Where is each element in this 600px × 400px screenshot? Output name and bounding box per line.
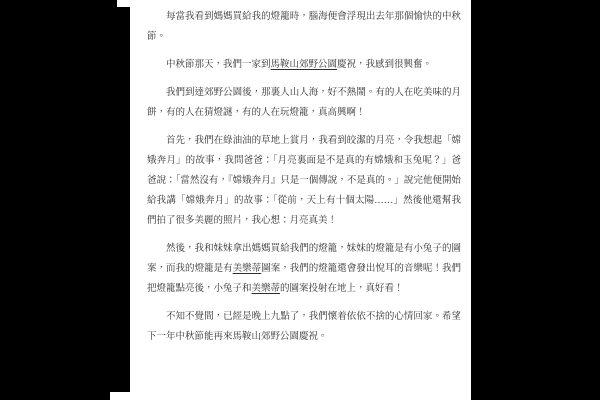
text-segment: 的圖案投射在地上，真好看！ — [280, 284, 404, 294]
text-segment: 中秋節那天，我們一家到 — [166, 60, 271, 70]
text-segment: 圖案，我們的燈籠還會發出悅耳的音樂呢！我們把燈籠點亮後，小兔子和 — [147, 264, 461, 294]
text-segment: 每當我看到媽媽買給我的燈籠時，腦海便會浮現出去年那個愉快的中秋節。 — [147, 12, 461, 42]
document-page — [130, 0, 471, 400]
text-segment: 不知不覺間，已經是晚上九點了，我們懷着依依不捨的心情回家。希望下一年中秋節能再來馬鞍山郊野公園慶祝。 — [147, 312, 461, 342]
text-segment: 我們到達郊野公園後，那裏人山人海，好不熱鬧。有的人在吃美味的月餅，有的人在猜燈謎，有的人在玩燈籠，真高興啊！ — [147, 88, 461, 118]
paragraph — [147, 7, 461, 47]
underlined-text: 美樂蒂 — [232, 264, 262, 274]
text-segment: 慶祝，我感到很興奮。 — [337, 60, 433, 70]
text-segment: 首先，我們在綠油油的草地上賞月，我看到皎潔的月亮，令我想起「嫦娥奔月」的故事，我問爸爸：「月亮裏面是不是真的有嫦娥和玉兔呢？」爸爸說：「當然沒有，『嫦娥奔月』只是一個傳說，不是真的。」說完他便開始給我講「嫦娥奔月」的故事：「從前，天上有十個太陽……」然後他還幫我們拍了很多美麗的照片，我心想：月亮真美！ — [147, 136, 461, 226]
paragraph — [147, 307, 461, 347]
paragraph — [147, 239, 461, 299]
page-corner-sliver-top — [117, 0, 131, 7]
underlined-text: 美樂蒂 — [251, 284, 281, 294]
text-segment: 然後，我和妹妹拿出媽媽買給我們的燈籠，妹妹的燈籠是有小兔子的圖案，而我的燈籠是有 — [147, 244, 461, 274]
essay-text — [130, 0, 471, 347]
page-corner-sliver-bottom — [110, 392, 131, 400]
paragraph — [147, 83, 461, 123]
paragraph — [147, 55, 461, 75]
paragraph — [147, 131, 461, 231]
underlined-text: 馬鞍山郊野公園 — [270, 60, 338, 70]
